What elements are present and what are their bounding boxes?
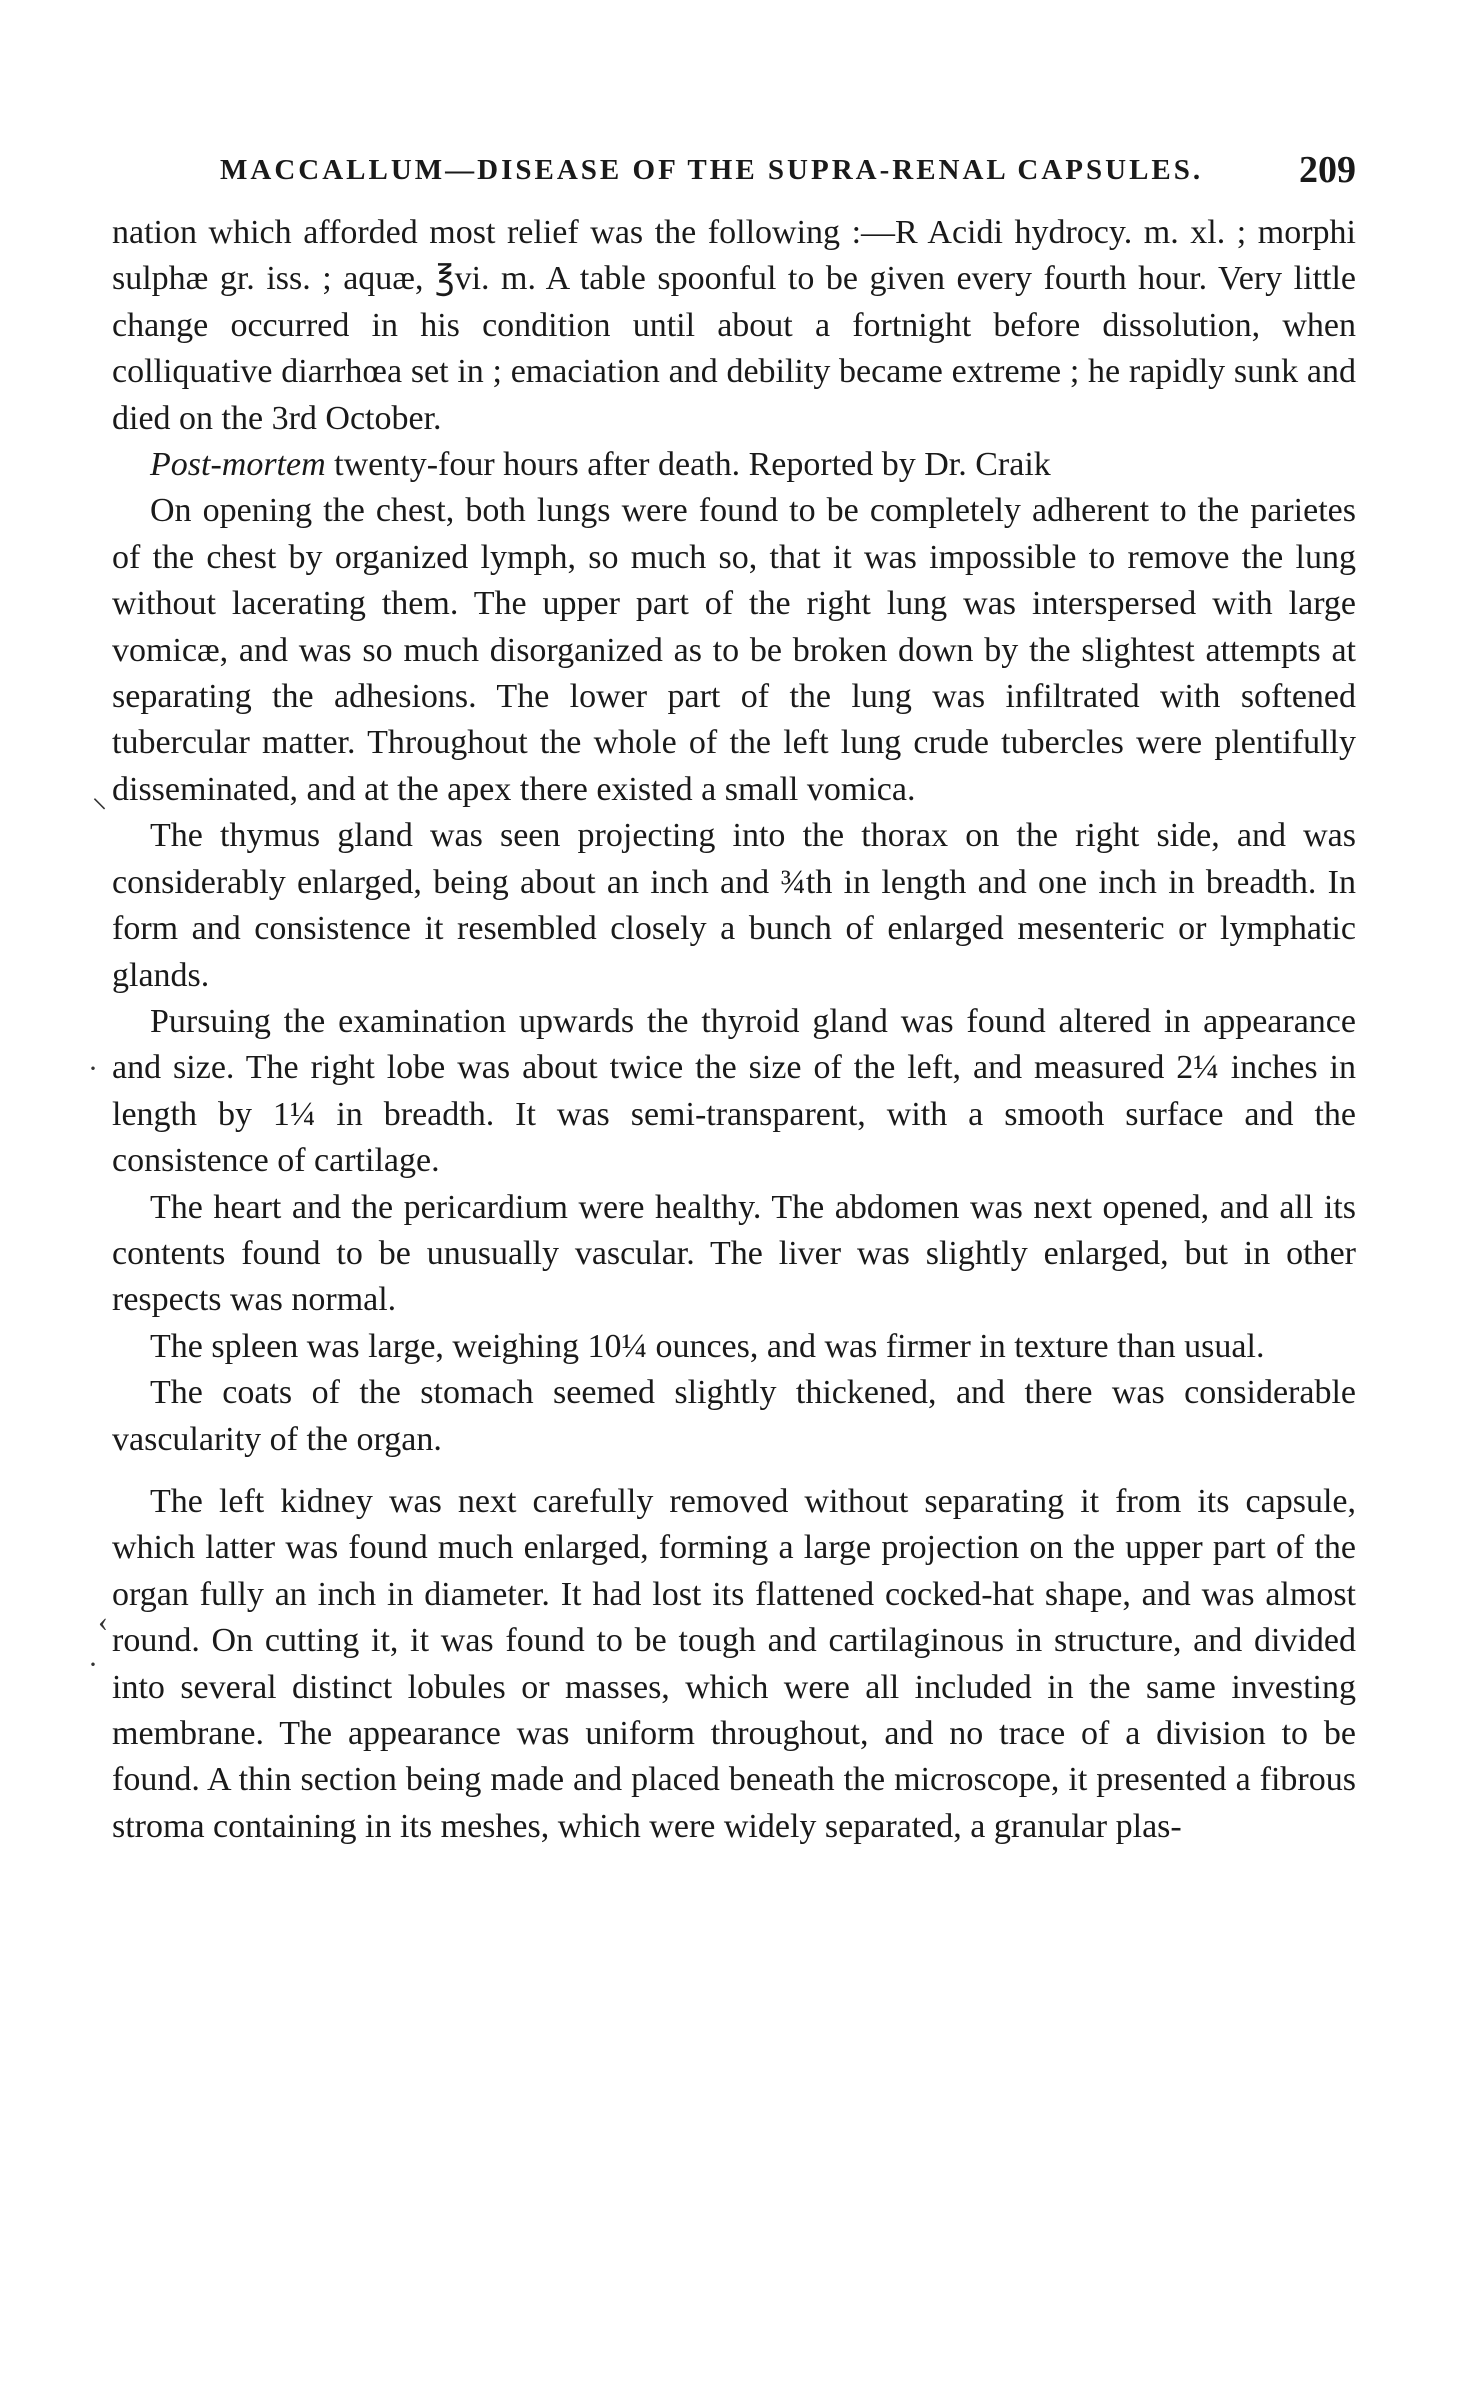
paragraph: The coats of the stomach seemed slightly thickened, and there was considerable vascularity of the organ.: [112, 1374, 1356, 1458]
paragraph: The heart and the pericardium were healthy. The abdomen was next opened, and all its contents found to be unusually vascular. The liver was slightly enlarged, but in other respects was normal.: [112, 1188, 1356, 1319]
paragraph: [112, 442, 1356, 488]
page-number: 209: [1299, 149, 1356, 191]
paragraph-text: twenty-four hours after death. Reported by Dr. Craik: [325, 446, 1051, 484]
post-mortem-label: Post-mortem: [150, 446, 326, 484]
paragraph: On opening the chest, both lungs were found to be completely adherent to the parietes of the chest by organized lymph, so much so, that it was impossible to remove the lung without lacerating them. The upper part of the right lung was interspersed with large vomicæ, and was so much disorganized as to be broken down by the slightest attempts at separating the adhesions. The lower part of the lung was infiltrated with softened tubercular matter. Throughout the whole of the left lung crude tubercles were plentifully disseminated, and at the apex there existed a small vomica.: [112, 492, 1356, 808]
paragraph: The left kidney was next carefully removed without separating it from its capsule, which latter was found much enlarged, forming a large projection on the upper part of the organ fully an inch in diameter. It had lost its flattened cocked-hat shape, and was almost round. On cutting it, it was found to be tough and cartilaginous in structure, and divided into several distinct lobules or masses, which were all included in the same investing membrane. The appearance was uniform throughout, and no trace of a division to be found. A thin section being made and placed beneath the microscope, it presented a fibrous stroma containing in its meshes, which were widely separated, a granular plas-: [112, 1482, 1356, 1845]
running-head: [112, 148, 1356, 194]
margin-mark: ·: [88, 1052, 98, 1085]
body-text: [112, 210, 1356, 1850]
margin-mark: ‹: [98, 1605, 108, 1638]
paragraph: nation which afforded most relief was the following :—R Acidi hydrocy. m. xl. ; morphi sulphæ gr. iss. ; aquæ, ℥vi. m. A table spoonful to be given every fourth hour. Very little change occurred in his condition until about a fortnight before dissolution, when colliquative diarrhœa set in ; emaciation and debility became extreme ; he rapidly sunk and died on the 3rd October.: [112, 214, 1356, 437]
paragraph: The thymus gland was seen projecting into the thorax on the right side, and was considerably enlarged, being about an inch and ¾th in length and one inch in breadth. In form and consistence it resembled closely a bunch of enlarged mesenteric or lymphatic glands.: [112, 817, 1356, 994]
running-title: MACCALLUM—DISEASE OF THE SUPRA-RENAL CAPSULES.: [220, 154, 1204, 186]
margin-mark: ·: [88, 1648, 98, 1681]
paragraph: Pursuing the examination upwards the thyroid gland was found altered in appearance and size. The right lobe was about twice the size of the left, and measured 2¼ inches in length by 1¼ in breadth. It was semi-transparent, with a smooth surface and the consistence of cartilage.: [112, 1002, 1356, 1180]
margin-mark: ⸜: [92, 781, 107, 814]
paragraph: The spleen was large, weighing 10¼ ounces, and was firmer in texture than usual.: [150, 1327, 1265, 1365]
